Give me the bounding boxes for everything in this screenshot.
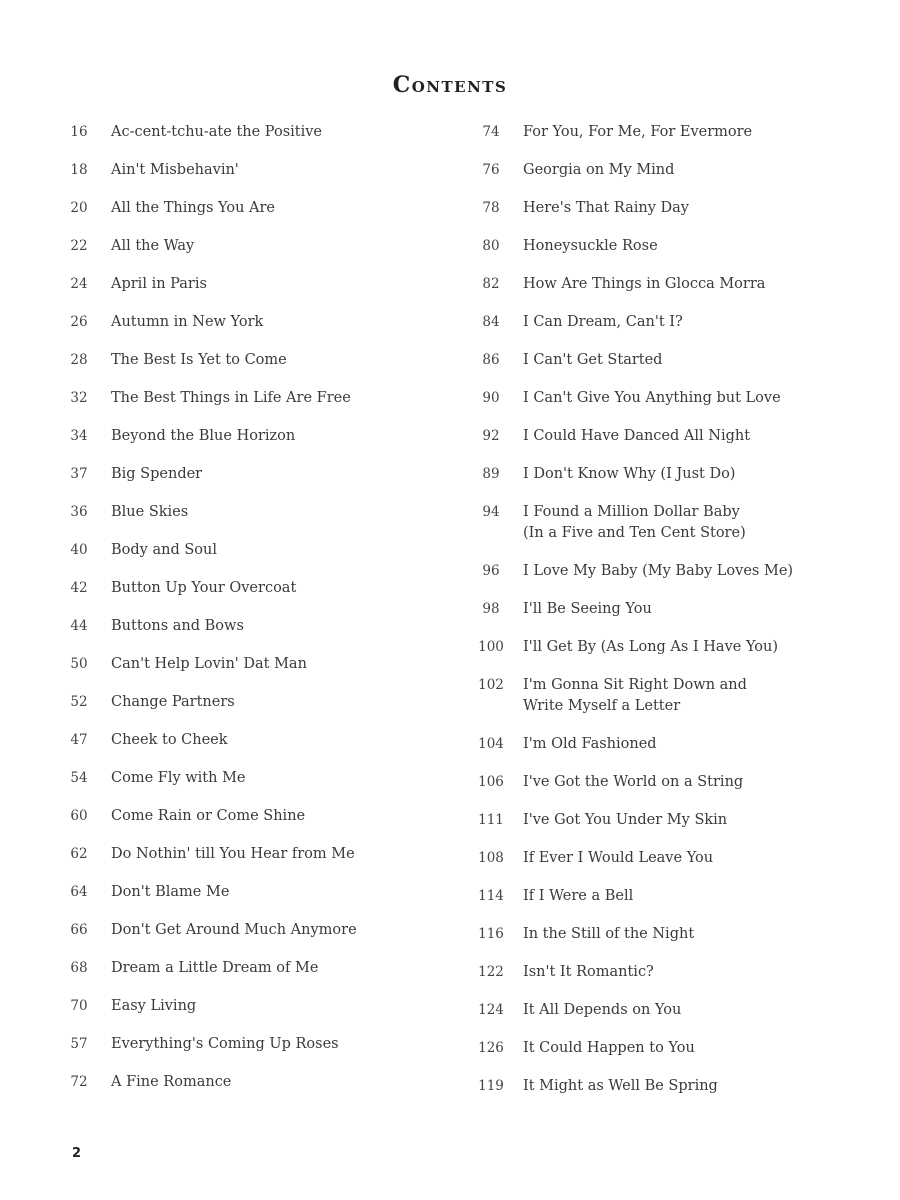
entry-page-number: 62: [70, 846, 88, 862]
entry-song-title: I Can't Get Started: [523, 352, 663, 368]
entry-page-number: 126: [478, 1040, 504, 1056]
entry-page-number: 44: [70, 618, 88, 634]
entry-song-title: I'm Gonna Sit Right Down and Write Myself a Letter: [523, 677, 747, 714]
entry-song-title: I Found a Million Dollar Baby (In a Five and Ten Cent Store): [523, 504, 746, 541]
entry-song-title: Do Nothin' till You Hear from Me: [111, 846, 355, 862]
contents-entry: [470, 160, 870, 198]
entry-page-number: 26: [70, 314, 88, 330]
contents-entry: [470, 810, 870, 848]
contents-entry: [58, 920, 458, 958]
entry-song-title: Change Partners: [111, 694, 235, 710]
contents-entry: [470, 772, 870, 810]
contents-entry: [470, 924, 870, 962]
entry-song-title: Honeysuckle Rose: [523, 238, 658, 254]
entry-song-title: April in Paris: [111, 276, 207, 292]
entry-page-number: 18: [70, 162, 88, 178]
entry-song-title: It Might as Well Be Spring: [523, 1078, 718, 1094]
contents-entry: [58, 426, 458, 464]
entry-song-title: Come Fly with Me: [111, 770, 246, 786]
contents-entry: [58, 160, 458, 198]
entry-song-title: Come Rain or Come Shine: [111, 808, 306, 824]
contents-entry: [470, 350, 870, 388]
entry-page-number: 70: [70, 998, 88, 1014]
entry-page-number: 86: [482, 352, 500, 368]
contents-entry: [470, 1038, 870, 1076]
page-number: 2: [72, 1146, 82, 1161]
contents-entry: [58, 578, 458, 616]
entry-song-title: The Best Things in Life Are Free: [111, 390, 351, 406]
contents-entry: [58, 654, 458, 692]
entry-song-title: Ac-cent-tchu-ate the Positive: [111, 124, 323, 140]
entry-song-title: I Can't Give You Anything but Love: [523, 390, 781, 406]
contents-entry: [58, 236, 458, 274]
entry-page-number: 96: [482, 563, 500, 579]
entry-page-number: 106: [478, 774, 504, 790]
entry-page-number: 20: [70, 200, 88, 216]
entry-page-number: 92: [482, 428, 500, 444]
entry-song-title: Isn't It Romantic?: [523, 964, 654, 980]
contents-entry: [58, 502, 458, 540]
entry-page-number: 98: [482, 601, 500, 617]
entry-page-number: 84: [482, 314, 500, 330]
contents-entry: [58, 198, 458, 236]
entry-page-number: 64: [70, 884, 88, 900]
contents-entry: [58, 350, 458, 388]
contents-entry: [58, 312, 458, 350]
entry-page-number: 50: [70, 656, 88, 672]
contents-entry: [470, 388, 870, 426]
entry-page-number: 57: [70, 1036, 88, 1052]
entry-song-title: I Love My Baby (My Baby Loves Me): [523, 563, 794, 579]
entry-song-title: A Fine Romance: [111, 1074, 232, 1090]
contents-entry: [58, 388, 458, 426]
entry-page-number: 116: [478, 926, 504, 942]
contents-entry: [470, 198, 870, 236]
entry-song-title: All the Things You Are: [111, 200, 276, 216]
entry-page-number: 114: [478, 888, 504, 904]
entry-page-number: 76: [482, 162, 500, 178]
entry-song-title: If Ever I Would Leave You: [523, 850, 714, 866]
contents-entry: [470, 312, 870, 350]
entry-song-title: Autumn in New York: [111, 314, 264, 330]
entry-song-title: I've Got You Under My Skin: [523, 812, 728, 828]
contents-entry: [58, 730, 458, 768]
contents-entry: [58, 464, 458, 502]
entry-song-title: I'm Old Fashioned: [523, 736, 657, 752]
contents-entry: [470, 236, 870, 274]
entry-page-number: 42: [70, 580, 88, 596]
entry-song-title: Cheek to Cheek: [111, 732, 228, 748]
entry-page-number: 119: [478, 1078, 504, 1094]
entry-song-title: Can't Help Lovin' Dat Man: [111, 656, 307, 672]
entry-song-title: Don't Get Around Much Anymore: [111, 922, 357, 938]
entry-page-number: 52: [70, 694, 88, 710]
entry-song-title: All the Way: [111, 238, 195, 254]
entry-song-title: Easy Living: [111, 998, 197, 1014]
contents-entry: [58, 692, 458, 730]
entry-page-number: 60: [70, 808, 88, 824]
entry-page-number: 34: [70, 428, 88, 444]
contents-entry: [470, 502, 870, 561]
entry-page-number: 104: [478, 736, 504, 752]
contents-right-column: [470, 122, 870, 1114]
entry-song-title: Here's That Rainy Day: [523, 200, 689, 216]
contents-entry: [470, 426, 870, 464]
entry-page-number: 111: [478, 812, 504, 828]
entry-song-title: Big Spender: [111, 466, 203, 482]
contents-entry: [58, 616, 458, 654]
entry-song-title: For You, For Me, For Evermore: [523, 124, 753, 140]
entry-page-number: 54: [70, 770, 88, 786]
entry-song-title: If I Were a Bell: [523, 888, 634, 904]
entry-page-number: 28: [70, 352, 88, 368]
entry-song-title: I Could Have Danced All Night: [523, 428, 751, 444]
entry-song-title: The Best Is Yet to Come: [111, 352, 287, 368]
entry-song-title: I'll Get By (As Long As I Have You): [523, 639, 778, 655]
entry-song-title: Georgia on My Mind: [523, 162, 675, 178]
entry-song-title: I've Got the World on a String: [523, 774, 744, 790]
contents-entry: [58, 768, 458, 806]
entry-page-number: 90: [482, 390, 500, 406]
entry-song-title: I'll Be Seeing You: [523, 601, 652, 617]
entry-song-title: I Don't Know Why (I Just Do): [523, 466, 736, 482]
page-title: Contents: [392, 72, 508, 98]
contents-entry: [470, 464, 870, 502]
contents-entry: [470, 886, 870, 924]
entry-song-title: It Could Happen to You: [523, 1040, 695, 1056]
entry-song-title: I Can Dream, Can't I?: [523, 314, 683, 330]
contents-entry: [470, 599, 870, 637]
entry-page-number: 100: [478, 639, 504, 655]
entry-song-title: Dream a Little Dream of Me: [111, 960, 319, 976]
entry-song-title: Button Up Your Overcoat: [111, 580, 297, 596]
entry-page-number: 68: [70, 960, 88, 976]
entry-page-number: 24: [70, 276, 88, 292]
entry-page-number: 108: [478, 850, 504, 866]
entry-page-number: 124: [478, 1002, 504, 1018]
entry-page-number: 82: [482, 276, 500, 292]
entry-song-title: In the Still of the Night: [523, 926, 695, 942]
contents-entry: [470, 1076, 870, 1114]
entry-song-title: Buttons and Bows: [111, 618, 244, 634]
entry-song-title: Blue Skies: [111, 504, 189, 520]
entry-page-number: 122: [478, 964, 504, 980]
contents-entry: [470, 962, 870, 1000]
contents-entry: [58, 1072, 458, 1110]
entry-page-number: 72: [70, 1074, 88, 1090]
contents-entry: [58, 806, 458, 844]
entry-page-number: 102: [478, 677, 504, 693]
entry-page-number: 22: [70, 238, 88, 254]
entry-song-title: Don't Blame Me: [111, 884, 230, 900]
contents-left-column: [58, 122, 458, 1110]
contents-entry: [58, 844, 458, 882]
entry-page-number: 80: [482, 238, 500, 254]
contents-entry: [58, 882, 458, 920]
contents-entry: [58, 1034, 458, 1072]
contents-entry: [58, 540, 458, 578]
entry-song-title: How Are Things in Glocca Morra: [523, 276, 766, 292]
entry-page-number: 47: [70, 732, 88, 748]
contents-entry: [470, 675, 870, 734]
entry-song-title: Ain't Misbehavin': [111, 162, 239, 178]
entry-page-number: 37: [70, 466, 88, 482]
entry-song-title: Everything's Coming Up Roses: [111, 1036, 339, 1052]
entry-page-number: 32: [70, 390, 88, 406]
contents-entry: [470, 122, 870, 160]
entry-page-number: 40: [70, 542, 88, 558]
entry-page-number: 66: [70, 922, 88, 938]
contents-entry: [470, 734, 870, 772]
contents-entry: [58, 958, 458, 996]
entry-song-title: Beyond the Blue Horizon: [111, 428, 296, 444]
entry-song-title: It All Depends on You: [523, 1002, 682, 1018]
contents-entry: [58, 996, 458, 1034]
contents-entry: [470, 637, 870, 675]
entry-song-title: Body and Soul: [111, 542, 217, 558]
entry-page-number: 36: [70, 504, 88, 520]
entry-page-number: 78: [482, 200, 500, 216]
contents-entry: [58, 274, 458, 312]
contents-entry: [470, 274, 870, 312]
contents-entry: [470, 561, 870, 599]
entry-page-number: 89: [482, 466, 500, 482]
entry-page-number: 94: [482, 504, 500, 520]
entry-page-number: 16: [70, 124, 88, 140]
entry-page-number: 74: [482, 124, 500, 140]
contents-entry: [58, 122, 458, 160]
contents-entry: [470, 848, 870, 886]
contents-entry: [470, 1000, 870, 1038]
